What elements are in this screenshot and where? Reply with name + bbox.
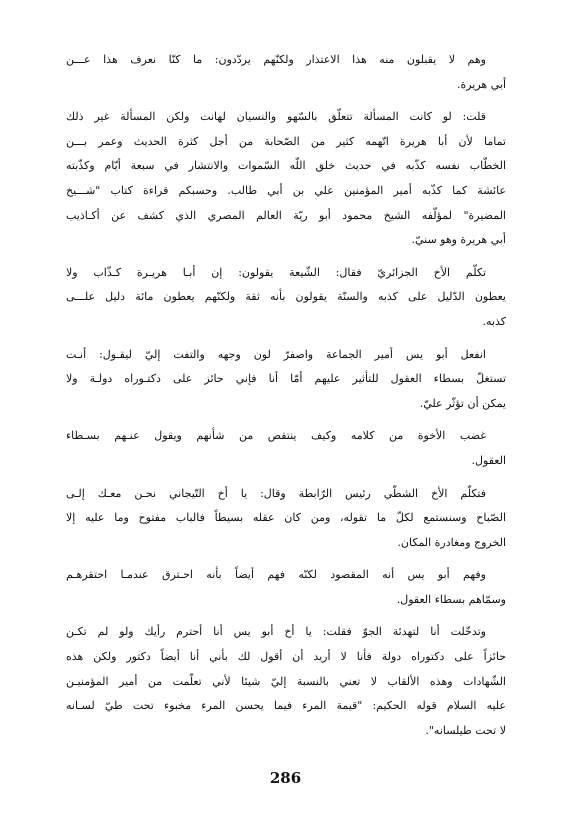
- text-line: عليه السلام قوله الحكيم: "قيمة المرء فيما يحسن المرء مخبوء تحت طيّ لسـانه: [66, 699, 506, 713]
- text-line: الخطّاب نفسه كذّبه في حديث خلق اللّه السّموات والانتشار في سبعة أيّام وكذّبته: [66, 159, 506, 173]
- text-line: أبي هريرة وهو سنيّ.: [411, 233, 506, 247]
- text-line: وسمّاهم بسطاء العقول.: [396, 592, 506, 606]
- text-line: تكلّم الأخ الجزائريّ فقال: الشّيعة يقولون: إن أبـا هريـرة كـذّاب ولا: [66, 265, 486, 279]
- text-line: كذبه.: [482, 314, 506, 328]
- page-body: [66, 48, 506, 751]
- text-line: تستغلّ بسطاء العقول للتأثير عليهم أمّا أنا فإني حائز على دكتـوراه دولـة ولا: [66, 372, 506, 386]
- text-line: المضيرة" لمؤلّفه الشيخ محمود أبو ريّة العالم المصري الذي كشف عن أكـاذيب: [66, 208, 506, 222]
- text-line: قلت: لو كانت المسألة تتعلّق بالسّهو والنسيان لهانت ولكن المسألة غير ذلك: [66, 110, 486, 124]
- text-line: أبي هريرة.: [456, 77, 506, 91]
- text-line: تماما لأن أبا هريرة اتّهمه كثير من الصّحابة من أجل كثرة الحديث وعمر بـــن: [66, 134, 506, 148]
- paragraph: [66, 620, 506, 743]
- text-line: وهم لا يقبلون منه هذا الاعتذار ولكنّهم يردّدون: ما كنّا نعرف هذا عـــن: [66, 53, 486, 66]
- paragraph: [66, 105, 506, 253]
- paragraph: [66, 261, 506, 335]
- paragraph: [66, 343, 506, 417]
- text-line: يعطون الدّليل على كذبه والسنّة يقولون بأنه ثقة ولكنّهم يعطون مائة دليل علـــى: [66, 290, 506, 304]
- text-line: وتدخّلت أنا لتهدئة الجوّ فقلت: يا أخ أبو يس أنا أحترم رأيك ولو لم تكـن: [66, 625, 486, 639]
- text-line: وفهم أبو يس أنه المقصود لكنّه فهم أيضاً بأنه احـترق عندمـا احتقرهـم: [66, 568, 486, 582]
- text-line: حائزاً على دكتوراه دولة فأنا لا أريد أن أقول لك بأني أنا أيضاً دكتور ولكن هذه: [66, 650, 506, 664]
- text-line: انفعل أبو يس أمير الجماعة واصفرّ لون وجهه والتفت إليّ ليقـول: أنـت: [66, 347, 486, 361]
- text-line: الخروج ومغادرة المكان.: [397, 535, 506, 549]
- paragraph: [66, 424, 506, 473]
- text-line: فتكلّم الأخ الشطّي رئيس الرّابطة وقال: يا أخ التّيجاني نحـن معـك إلـى: [66, 486, 486, 500]
- text-line: يمكن أن تؤثّر عليّ.: [419, 396, 506, 410]
- text-line: غضب الأخوة من كلامه وكيف ينتقص من شأنهم ويقول عنـهم بسـطاء: [66, 429, 486, 443]
- paragraph: [66, 563, 506, 612]
- text-line: الصّباح وسنستمع لكلّ ما تقوله، ومن كان عقله بسيطاً فالباب مفتوح وما عليه إلا: [66, 511, 506, 525]
- paragraph: [66, 48, 506, 97]
- text-line: عائشة كما كذّبه أمير المؤمنين علي بن أبي طالب. وحسبكم قراءة كتاب "شـــيخ: [66, 183, 506, 197]
- page-number: 286: [269, 769, 302, 787]
- text-line: الشّهادات وهذه الألقاب لا تعني بالنسبة إليّ شيئا لأني تعلّمت من أمير المؤمنيـن: [66, 674, 506, 688]
- text-line: لا تحت طيلسانه".: [425, 723, 506, 737]
- text-line: العقول.: [471, 453, 506, 467]
- paragraph: [66, 482, 506, 556]
